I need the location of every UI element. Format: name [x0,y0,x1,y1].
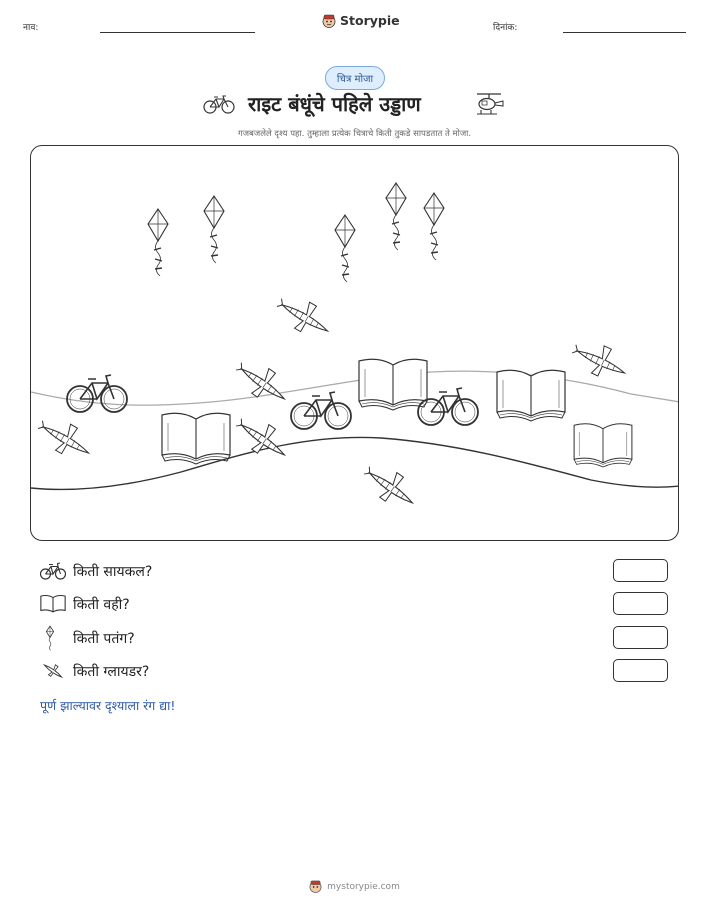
instructions: गजबजलेले दृश्य पहा. तुम्हाला प्रत्येक चित्राचे किती तुकडे सापडतात ते मोजा. [237,129,472,139]
footer-site[interactable]: mystorypie.com [327,881,400,892]
question-bicycles [40,558,152,584]
question-gliders [40,658,149,684]
question-text: किती पतंग? [73,630,135,647]
name-line[interactable] [100,32,255,33]
kite-drawing [148,209,168,276]
kite-icon [40,627,68,649]
book-drawing [359,359,427,410]
counting-scene [30,145,679,541]
page-title: राइट बंधूंचे पहिले उड्डाण [248,92,421,116]
book-drawing [497,370,565,421]
footer [0,880,709,893]
date-line[interactable] [563,32,686,33]
glider-drawing [230,410,293,467]
book-drawing [162,413,230,464]
glider-drawing [230,354,293,411]
kite-drawing [335,215,355,282]
question-text: किती सायकल? [73,563,153,580]
answer-box-gliders[interactable] [613,659,668,682]
brand-name: Storypie [340,13,400,28]
title-row [0,90,709,122]
date-label: दिनांक: [493,23,518,33]
color-instruction: पूर्ण झाल्यावर दृश्याला रंग द्या! [40,698,176,713]
glider-drawing [33,411,96,465]
answer-box-kites[interactable] [613,626,668,649]
name-label: नाव: [23,23,39,33]
brand-logo [322,13,400,28]
glider-drawing [568,335,631,386]
helicopter-icon [473,90,505,118]
answer-box-bicycles[interactable] [613,559,668,582]
bicycle-icon [40,560,68,582]
category-badge: चित्र मोजा [325,66,385,90]
kite-drawing [386,183,406,250]
glider-drawing [358,458,421,515]
kite-drawing [424,193,444,260]
scene-drawing [31,146,679,541]
book-drawing [574,424,632,467]
hill-line-back [31,371,679,405]
bicycle-icon [203,94,235,114]
bicycle-drawing [291,392,351,429]
bicycle-drawing [67,375,127,412]
question-kites [40,625,135,651]
answer-box-books[interactable] [613,592,668,615]
kite-drawing [204,196,224,263]
glider-icon [40,660,68,682]
question-text: किती वही? [73,596,130,613]
storypie-mascot-icon [322,14,336,28]
question-text: किती ग्लायडर? [73,663,150,680]
book-icon [40,593,68,615]
glider-drawing [272,289,335,343]
question-books [40,591,130,617]
storypie-mascot-icon [309,880,322,893]
